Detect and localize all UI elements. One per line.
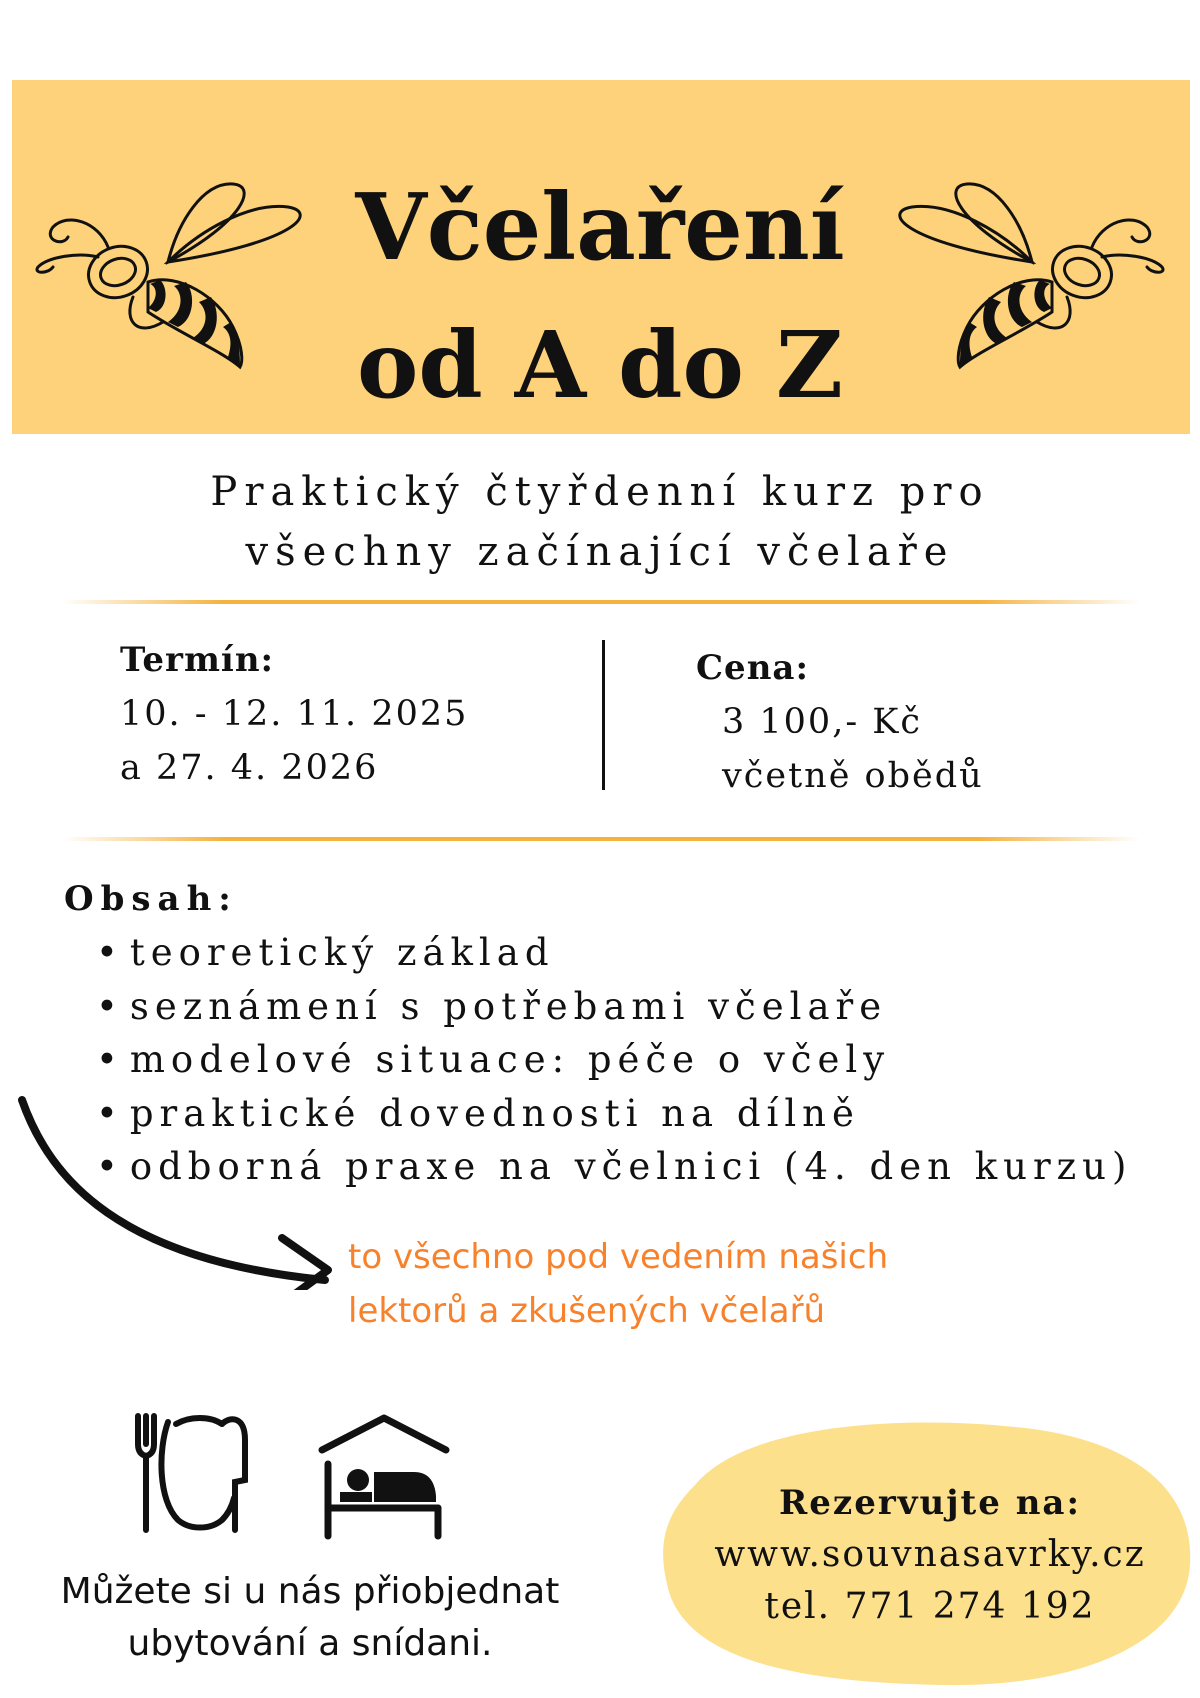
lecturer-note-line-2: lektorů a zkušených včelařů bbox=[348, 1291, 826, 1331]
subtitle bbox=[60, 462, 1140, 582]
list-item-text: teoretický základ bbox=[129, 931, 555, 974]
list-item-text: seznámení s potřebami včelaře bbox=[129, 984, 888, 1028]
term-date-2: a 27. 4. 2026 bbox=[120, 748, 379, 788]
subtitle-line-1: Praktický čtyřdenní kurz pro bbox=[210, 469, 990, 515]
list-item bbox=[96, 980, 1174, 1034]
bullet-icon: • bbox=[96, 984, 118, 1028]
subtitle-line-2: všechny začínající včelaře bbox=[245, 529, 955, 575]
divider-bottom bbox=[62, 837, 1140, 841]
bullet-icon: • bbox=[96, 931, 118, 974]
list-item-text: modelové situace: péče o včely bbox=[129, 1038, 891, 1081]
reservation-phone[interactable]: tel. 771 274 192 bbox=[764, 1586, 1096, 1627]
reservation-website[interactable]: www.souvnasavrky.cz bbox=[714, 1534, 1146, 1575]
lecturer-note bbox=[348, 1230, 968, 1338]
list-item bbox=[96, 926, 1174, 980]
vertical-divider bbox=[602, 640, 605, 790]
bullet-icon: • bbox=[96, 1091, 118, 1135]
plate-cutlery-icon bbox=[130, 1410, 255, 1535]
bullet-icon: • bbox=[96, 1038, 118, 1081]
term-date-1: 10. - 12. 11. 2025 bbox=[120, 694, 469, 734]
divider-top bbox=[62, 600, 1140, 604]
reservation-label: Rezervujte na: bbox=[779, 1483, 1081, 1523]
price-amount: 3 100,- Kč bbox=[722, 702, 923, 742]
accommodation-note bbox=[10, 1566, 610, 1670]
reservation-block bbox=[680, 1477, 1180, 1633]
content-label: Obsah: bbox=[64, 879, 238, 919]
price-note: včetně obědů bbox=[722, 756, 984, 796]
curved-arrow-icon bbox=[10, 1090, 340, 1290]
page-title bbox=[260, 158, 940, 434]
price-label: Cena: bbox=[696, 648, 809, 688]
bullet-icon: • bbox=[96, 1145, 118, 1188]
accommodation-line-1: Můžete si u nás přiobjednat bbox=[60, 1571, 560, 1612]
term-label: Termín: bbox=[120, 640, 275, 680]
list-item-text: odborná praxe na včelnici (4. den kurzu) bbox=[129, 1145, 1133, 1188]
term-block bbox=[120, 633, 560, 795]
title-line-2: od A do Z bbox=[356, 311, 843, 419]
bed-house-icon bbox=[318, 1412, 450, 1542]
title-line-1: Včelaření bbox=[355, 173, 845, 281]
lecturer-note-line-1: to všechno pod vedením našich bbox=[348, 1237, 889, 1277]
accommodation-line-2: ubytování a snídani. bbox=[127, 1623, 493, 1664]
list-item bbox=[96, 1033, 1174, 1087]
price-block bbox=[696, 641, 1116, 803]
list-item-text: praktické dovednosti na dílně bbox=[129, 1091, 860, 1135]
